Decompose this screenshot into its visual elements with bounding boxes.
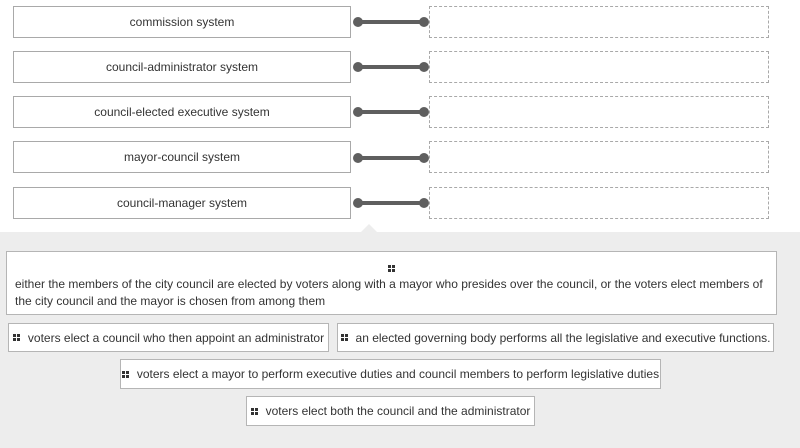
- drop-target-3[interactable]: [429, 96, 769, 128]
- connector-right-dot: [419, 62, 429, 72]
- connector-right-dot: [419, 17, 429, 27]
- drop-target-1[interactable]: [429, 6, 769, 38]
- answer-card-text: voters elect both the council and the administrator: [265, 404, 531, 418]
- answer-card-mayor-executive-council-legislative[interactable]: [120, 359, 661, 389]
- connector-line: [353, 152, 429, 164]
- term-label: council-administrator system: [105, 60, 259, 74]
- term-mayor-council-system: [13, 141, 351, 173]
- term-council-manager-system: [13, 187, 351, 219]
- drop-target-5[interactable]: [429, 187, 769, 219]
- answer-card-text: an elected governing body performs all the legislative and executive functions.: [355, 330, 771, 345]
- drag-handle-icon: [122, 371, 129, 378]
- connector-line: [353, 106, 429, 118]
- answer-card-text: voters elect a mayor to perform executive duties and council members to perform legislative duties: [136, 367, 660, 381]
- connector-right-dot: [419, 153, 429, 163]
- term-label: mayor-council system: [123, 150, 241, 164]
- answer-card-text: either the members of the city council are elected by voters along with a mayor who presides over the council, or the voters elect members of the city council and the mayor is chosen from among them: [15, 277, 763, 308]
- term-commission-system: [13, 6, 351, 38]
- connector-right-dot: [419, 198, 429, 208]
- answer-card-mayor-council-definition[interactable]: [6, 251, 777, 315]
- drop-target-2[interactable]: [429, 51, 769, 83]
- term-label: commission system: [129, 15, 235, 29]
- drag-handle-icon: [341, 334, 348, 341]
- drag-handle-icon: [251, 408, 258, 415]
- connector-bar: [357, 65, 425, 69]
- drag-handle-icon: [13, 334, 20, 341]
- answer-card-council-appoints-administrator[interactable]: [8, 323, 329, 352]
- connector-line: [353, 197, 429, 209]
- answer-card-elect-council-and-administrator[interactable]: [246, 396, 535, 426]
- connector-line: [353, 61, 429, 73]
- term-council-elected-executive-system: [13, 96, 351, 128]
- term-label: council-manager system: [116, 196, 248, 210]
- drop-target-4[interactable]: [429, 141, 769, 173]
- drag-handle-icon: [388, 265, 395, 272]
- term-council-administrator-system: [13, 51, 351, 83]
- connector-bar: [357, 201, 425, 205]
- connector-line: [353, 16, 429, 28]
- connector-right-dot: [419, 107, 429, 117]
- connector-bar: [357, 110, 425, 114]
- term-label: council-elected executive system: [94, 105, 270, 119]
- connector-bar: [357, 156, 425, 160]
- answer-card-governing-body-all-functions[interactable]: [337, 323, 774, 352]
- answer-card-text: voters elect a council who then appoint an administrator: [27, 330, 325, 345]
- connector-bar: [357, 20, 425, 24]
